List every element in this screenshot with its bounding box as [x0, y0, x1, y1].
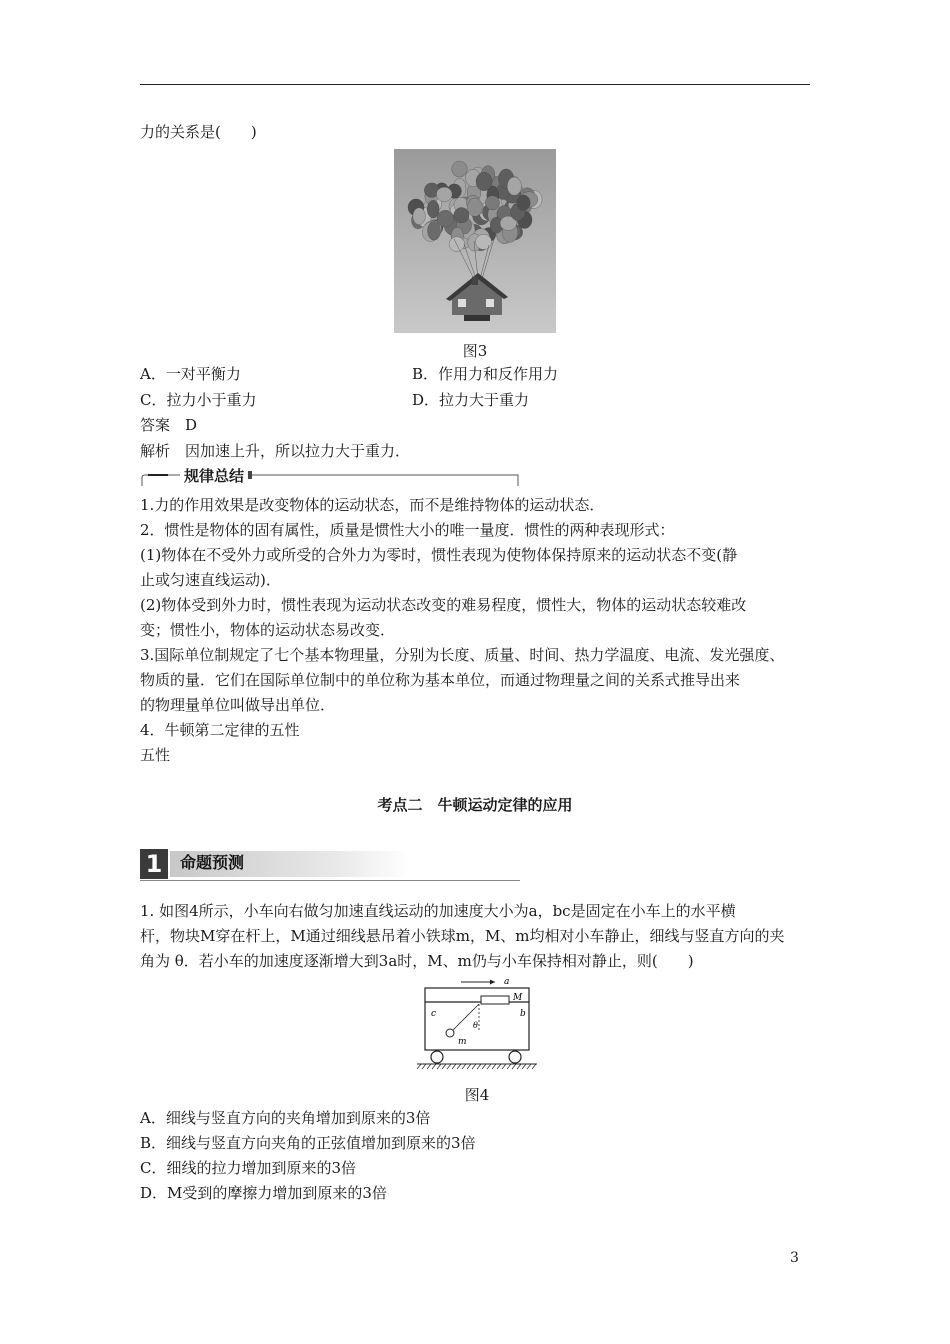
- section-title: 考点二 牛顿运动定律的应用: [377, 796, 573, 814]
- option-c: C．拉力小于重力: [140, 391, 257, 409]
- option-b: B．作用力和反作用力: [412, 365, 559, 383]
- answer: 答案 D: [140, 416, 198, 434]
- cart-diagram: [413, 974, 541, 1080]
- summary-line-7: 3.国际单位制规定了七个基本物理量，分别为长度、质量、时间、热力学温度、电流、发光强度、: [140, 646, 785, 664]
- label-c: c: [431, 1009, 437, 1019]
- figure3-caption: 图3: [462, 342, 488, 360]
- problem1-line-1: 1. 如图4所示，小车向右做匀加速直线运动的加速度大小为a，bc是固定在小车上的水平横: [140, 902, 736, 920]
- header-rule: [140, 84, 810, 85]
- prediction-heading: [140, 849, 520, 879]
- prediction-title: 命题预测: [180, 853, 245, 872]
- prediction-number: 1: [140, 849, 168, 879]
- problem1-line-3: 角为 θ．若小车的加速度逐渐增大到3a时，M、m仍与小车保持相对静止，则( ): [140, 952, 694, 970]
- option-d: D．拉力大于重力: [412, 391, 530, 409]
- summary-heading-frame: [140, 466, 520, 488]
- figure4-caption: 图4: [464, 1086, 490, 1104]
- summary-line-6: 变；惯性小，物体的运动状态易改变．: [140, 621, 396, 639]
- label-a: a: [504, 977, 510, 987]
- label-theta: θ: [473, 1021, 478, 1030]
- analysis: 解析 因加速上升，所以拉力大于重力．: [140, 442, 411, 460]
- problem1-option-a: A．细线与竖直方向的夹角增加到原来的3倍: [140, 1109, 431, 1127]
- problem1-option-d: D．M受到的摩擦力增加到原来的3倍: [140, 1184, 387, 1202]
- summary-line-4: 止或匀速直线运动)．: [140, 571, 281, 589]
- summary-line-10: 4．牛顿第二定律的五性: [140, 721, 300, 739]
- balloon-house-image: [394, 149, 556, 333]
- summary-line-9: 的物理量单位叫做导出单位．: [140, 696, 336, 714]
- summary-heading: 规律总结: [180, 466, 248, 486]
- label-m: m: [458, 1037, 467, 1047]
- page-number: 3: [790, 1250, 799, 1266]
- label-M: M: [513, 993, 523, 1003]
- question-tail: 力的关系是( ): [140, 123, 257, 141]
- summary-line-2: 2．惯性是物体的固有属性，质量是惯性大小的唯一量度．惯性的两种表现形式：: [140, 521, 675, 539]
- option-a: A．一对平衡力: [140, 365, 241, 383]
- problem1-option-c: C．细线的拉力增加到原来的3倍: [140, 1159, 357, 1177]
- summary-line-8: 物质的量．它们在国际单位制中的单位称为基本单位，而通过物理量之间的关系式推导出来: [140, 671, 741, 689]
- problem1-option-b: B．细线与竖直方向夹角的正弦值增加到原来的3倍: [140, 1134, 476, 1152]
- summary-line-11: 五性: [140, 746, 171, 764]
- problem1-line-2: 杆，物块M穿在杆上，M通过细线悬吊着小铁球m，M、m均相对小车静止，细线与竖直方向的夹: [140, 927, 785, 945]
- summary-line-5: (2)物体受到外力时，惯性表现为运动状态改变的难易程度，惯性大，物体的运动状态较难改: [140, 596, 747, 614]
- summary-line-3: (1)物体在不受外力或所受的合外力为零时，惯性表现为使物体保持原来的运动状态不变(静: [140, 546, 738, 564]
- prediction-rule: [140, 880, 520, 881]
- summary-line-1: 1.力的作用效果是改变物体的运动状态，而不是维持物体的运动状态．: [140, 496, 605, 514]
- label-b: b: [520, 1009, 526, 1019]
